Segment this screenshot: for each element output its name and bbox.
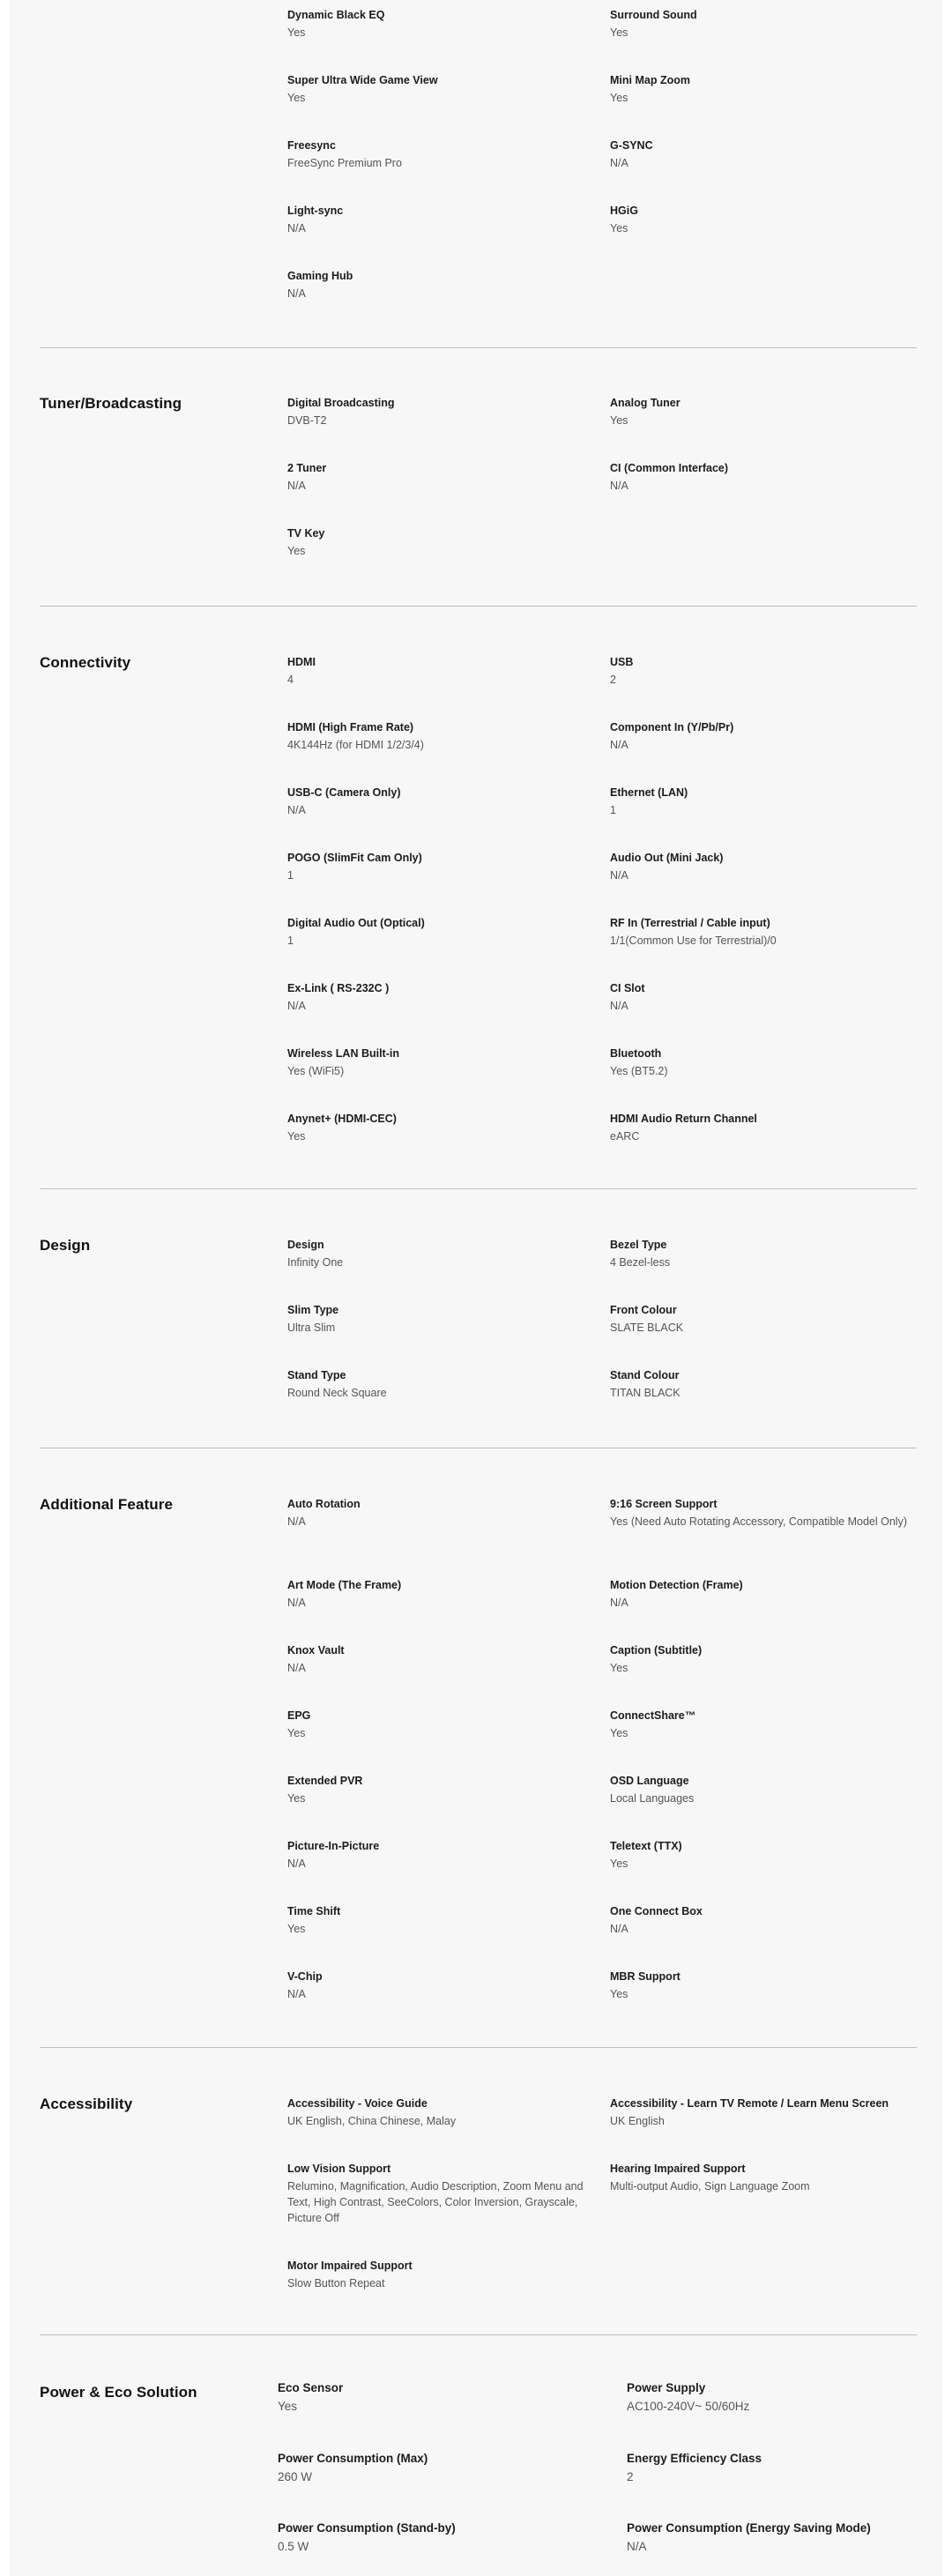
spec-label: Time Shift <box>287 1905 341 1917</box>
spec-label: One Connect Box <box>610 1905 703 1917</box>
spec-value: Yes <box>278 2400 298 2413</box>
section-divider <box>40 1188 917 1189</box>
spec-label: HDMI Audio Return Channel <box>610 1113 757 1125</box>
spec-label: Picture-In-Picture <box>287 1840 380 1852</box>
spec-label: Front Colour <box>610 1304 677 1316</box>
spec-value: Yes <box>287 545 306 557</box>
spec-label: Energy Efficiency Class <box>627 2452 762 2465</box>
spec-label: Design <box>287 1239 324 1251</box>
spec-value: N/A <box>287 287 306 300</box>
spec-label: Eco Sensor <box>278 2381 344 2394</box>
spec-value: DVB-T2 <box>287 414 327 427</box>
spec-label: Component In (Y/Pb/Pr) <box>610 721 734 733</box>
spec-label: Mini Map Zoom <box>610 74 690 86</box>
spec-label: Light-sync <box>287 205 344 217</box>
spec-label: OSD Language <box>610 1775 689 1787</box>
spec-label: HGiG <box>610 205 638 217</box>
spec-label: Slim Type <box>287 1304 339 1316</box>
spec-value: Yes <box>610 1988 628 2000</box>
spec-value: 4 Bezel-less <box>610 1256 671 1269</box>
spec-label: Low Vision Support <box>287 2163 391 2175</box>
spec-label: Gaming Hub <box>287 270 353 282</box>
spec-label: Power Consumption (Energy Saving Mode) <box>627 2521 871 2535</box>
spec-value: Yes <box>287 1130 306 1143</box>
spec-label: Extended PVR <box>287 1775 363 1787</box>
spec-value: Multi-output Audio, Sign Language Zoom <box>610 2180 810 2193</box>
spec-value: N/A <box>610 739 628 751</box>
spec-label: RF In (Terrestrial / Cable input) <box>610 917 770 929</box>
spec-label: V-Chip <box>287 1970 323 1983</box>
spec-label: 2 Tuner <box>287 462 327 474</box>
spec-value: N/A <box>287 1858 306 1870</box>
spec-value: 0.5 W <box>278 2540 309 2553</box>
spec-value: N/A <box>287 1597 306 1609</box>
spec-value: N/A <box>627 2540 647 2553</box>
spec-label: Wireless LAN Built-in <box>287 1047 399 1060</box>
spec-value: Yes <box>610 1662 628 1674</box>
spec-label: Motion Detection (Frame) <box>610 1579 743 1591</box>
spec-value: N/A <box>287 1000 306 1012</box>
spec-label: POGO (SlimFit Cam Only) <box>287 852 422 864</box>
spec-value: 1 <box>610 804 616 816</box>
spec-value: Yes (Need Auto Rotating Accessory, Compatible Model Only) <box>610 1515 907 1528</box>
spec-label: EPG <box>287 1709 311 1722</box>
spec-label: ConnectShare™ <box>610 1709 696 1722</box>
spec-value: eARC <box>610 1130 640 1143</box>
spec-label: Stand Colour <box>610 1369 680 1381</box>
section-title: Accessibility <box>40 2096 133 2112</box>
section-divider <box>40 2334 917 2335</box>
spec-value: 1/1(Common Use for Terrestrial)/0 <box>610 934 777 947</box>
spec-value: Yes <box>287 26 306 39</box>
spec-value: 2 <box>627 2470 634 2483</box>
spec-label: Ex-Link ( RS-232C ) <box>287 982 390 994</box>
spec-value: N/A <box>287 804 306 816</box>
spec-label: Bezel Type <box>610 1239 667 1251</box>
spec-label: MBR Support <box>610 1970 681 1983</box>
section-title: Power & Eco Solution <box>40 2384 197 2401</box>
spec-label: Bluetooth <box>610 1047 662 1060</box>
spec-label: Art Mode (The Frame) <box>287 1579 402 1591</box>
spec-label: Knox Vault <box>287 1644 345 1657</box>
spec-label: Hearing Impaired Support <box>610 2163 746 2175</box>
spec-label: Accessibility - Learn TV Remote / Learn Menu Screen <box>610 2097 889 2110</box>
spec-value: Round Neck Square <box>287 1387 387 1399</box>
spec-value: Yes <box>610 222 628 235</box>
spec-value: Yes (WiFi5) <box>287 1065 345 1077</box>
spec-value: N/A <box>287 480 306 492</box>
spec-value: 4K144Hz (for HDMI 1/2/3/4) <box>287 739 424 751</box>
spec-label: Motor Impaired Support <box>287 2260 413 2272</box>
spec-label: Dynamic Black EQ <box>287 9 385 21</box>
spec-label: Digital Broadcasting <box>287 397 395 409</box>
spec-value: 1 <box>287 934 294 947</box>
spec-label: Digital Audio Out (Optical) <box>287 917 425 929</box>
spec-value: Relumino, Magnification, Audio Description, Zoom Menu and Text, High Contrast, SeeColors, Color Inversion, Grayscale, Picture Off <box>287 2180 584 2224</box>
section-divider <box>40 606 917 607</box>
spec-value: SLATE BLACK <box>610 1322 684 1334</box>
spec-value: Yes <box>610 414 628 427</box>
spec-label: Super Ultra Wide Game View <box>287 74 438 86</box>
spec-value: N/A <box>287 1515 306 1528</box>
spec-value: N/A <box>610 480 628 492</box>
spec-value: N/A <box>610 869 628 882</box>
spec-label: Power Consumption (Max) <box>278 2452 428 2465</box>
spec-value: 4 <box>287 674 294 686</box>
spec-value: N/A <box>610 157 628 169</box>
spec-label: Freesync <box>287 139 336 152</box>
spec-value: N/A <box>610 1597 628 1609</box>
spec-value: Yes <box>610 26 628 39</box>
spec-label: Power Consumption (Stand-by) <box>278 2521 456 2535</box>
spec-value: N/A <box>287 222 306 235</box>
spec-label: Anynet+ (HDMI-CEC) <box>287 1113 397 1125</box>
spec-value: 1 <box>287 869 294 882</box>
spec-value: AC100-240V~ 50/60Hz <box>627 2400 750 2413</box>
spec-value: Yes <box>610 92 628 104</box>
spec-label: CI Slot <box>610 982 645 994</box>
spec-value: N/A <box>610 1000 628 1012</box>
spec-label: Auto Rotation <box>287 1498 361 1510</box>
spec-value: N/A <box>287 1662 306 1674</box>
spec-label: Ethernet (LAN) <box>610 786 688 799</box>
spec-value: Yes <box>287 1727 306 1739</box>
spec-value: Yes <box>287 1792 306 1805</box>
spec-label: G-SYNC <box>610 139 653 152</box>
spec-label: Audio Out (Mini Jack) <box>610 852 724 864</box>
spec-value: N/A <box>610 1923 628 1935</box>
section-title: Connectivity <box>40 654 131 671</box>
spec-value: FreeSync Premium Pro <box>287 157 402 169</box>
section-divider <box>40 2047 917 2048</box>
spec-value: 2 <box>610 674 616 686</box>
spec-label: HDMI (High Frame Rate) <box>287 721 414 733</box>
spec-label: Surround Sound <box>610 9 697 21</box>
spec-value: Yes <box>610 1727 628 1739</box>
spec-label: Caption (Subtitle) <box>610 1644 703 1657</box>
spec-label: HDMI <box>287 656 316 668</box>
spec-label: 9:16 Screen Support <box>610 1498 718 1510</box>
spec-value: Yes <box>287 92 306 104</box>
spec-value: Slow Button Repeat <box>287 2277 385 2289</box>
spec-value: TITAN BLACK <box>610 1387 681 1399</box>
section-divider <box>40 347 917 348</box>
spec-label: Power Supply <box>627 2381 706 2394</box>
spec-value: UK English <box>610 2115 665 2127</box>
spec-label: Stand Type <box>287 1369 346 1381</box>
spec-value: Yes <box>610 1858 628 1870</box>
spec-value: Ultra Slim <box>287 1322 336 1334</box>
spec-value: N/A <box>287 1988 306 2000</box>
spec-value: Local Languages <box>610 1792 695 1805</box>
spec-label: Teletext (TTX) <box>610 1840 682 1852</box>
spec-value: Yes <box>287 1923 306 1935</box>
section-title: Additional Feature <box>40 1496 174 1513</box>
section-title: Tuner/Broadcasting <box>40 395 182 412</box>
spec-label: Analog Tuner <box>610 397 681 409</box>
spec-value: Infinity One <box>287 1256 344 1269</box>
spec-label: CI (Common Interface) <box>610 462 729 474</box>
spec-value: UK English, China Chinese, Malay <box>287 2115 457 2127</box>
spec-label: TV Key <box>287 527 325 540</box>
spec-value: Yes (BT5.2) <box>610 1065 668 1077</box>
section-title: Design <box>40 1237 91 1254</box>
spec-label: USB-C (Camera Only) <box>287 786 401 799</box>
spec-value: 260 W <box>278 2470 313 2483</box>
spec-label: Accessibility - Voice Guide <box>287 2097 428 2110</box>
spec-label: USB <box>610 656 634 668</box>
